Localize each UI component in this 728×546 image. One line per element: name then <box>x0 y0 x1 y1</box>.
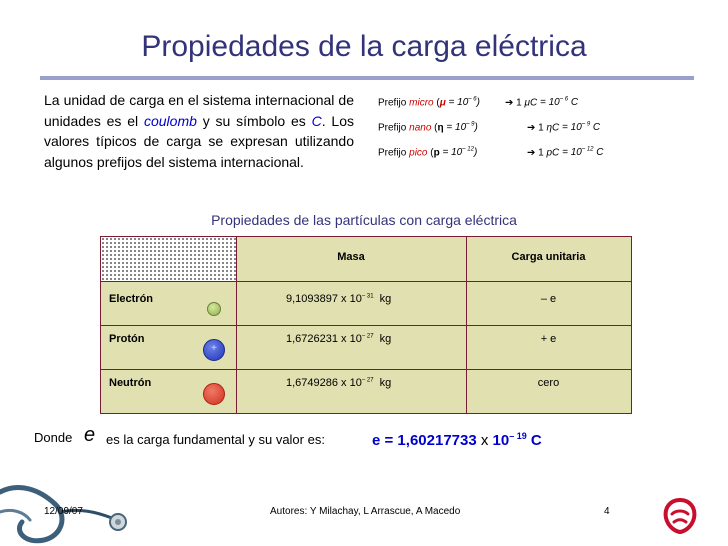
particle-charge: – e <box>540 293 557 305</box>
footer-date: 12/09/07 <box>44 506 83 517</box>
intro-text-2: y su símbolo es <box>196 112 312 129</box>
prefix-name: pico <box>409 147 428 159</box>
page-number: 4 <box>604 506 610 517</box>
footer-authors: Autores: Y Milachay, L Arrascue, A Macedo <box>270 506 461 517</box>
prefix-name: micro <box>409 97 434 109</box>
prefix-pico-result: ➔ 1 pC = $10^{- 12}$ C <box>527 147 604 159</box>
slide-title: Propiedades de la carga eléctrica <box>141 30 587 63</box>
table-row <box>101 281 631 326</box>
prefix-result-symbol: pC <box>546 147 560 159</box>
prefix-exp: – 6 <box>468 97 477 103</box>
prefix-result-exp: – 12 <box>581 147 594 153</box>
particle-name: Neutrón <box>109 377 152 389</box>
prefix-pico-line: Prefijo pico $(p = 10^{- 12})$ <box>378 147 478 159</box>
footnote-text: es la carga fundamental y su valor es: <box>106 432 325 447</box>
prefix-result-exp: – 9 <box>581 122 591 128</box>
prefix-label: Prefijo <box>378 97 407 109</box>
prefix-result-symbol: ηC <box>546 122 560 134</box>
stethoscope-icon <box>0 452 150 546</box>
prefix-exp: – 12 <box>462 147 474 153</box>
particle-mass: 9,1093897 x $10^{- 31}$ kg <box>286 293 392 305</box>
header-pattern-cell <box>101 237 236 281</box>
electron-icon <box>207 302 221 316</box>
fundamental-charge-value: e = 1,60217733 x $10^{- 19}$ C <box>372 431 542 449</box>
particle-charge: cero <box>537 377 560 389</box>
intro-paragraph <box>44 90 354 172</box>
unit-symbol: C <box>311 112 322 129</box>
prefix-symbol: p <box>433 147 440 159</box>
prefix-micro-result: ➔ 1 $\mu C = 10^{- 6}$ C <box>505 97 579 109</box>
header-mass: Masa <box>337 251 365 263</box>
particle-charge: + e <box>540 333 557 345</box>
title-rule <box>40 76 694 80</box>
table-row <box>101 325 631 370</box>
table-subtitle: Propiedades de las partículas con carga eléctrica <box>211 212 517 228</box>
intro-text-3: . Los valores típicos de carga se expresan utilizando algunos prefijos del sistema internacional. <box>44 112 354 170</box>
prefix-micro-line: Prefijo micro $(\mu = 10^{- 6})$ <box>378 97 480 109</box>
prefix-result-symbol: μC <box>524 97 538 109</box>
particle-name: Protón <box>109 333 145 345</box>
prefix-nano-result: ➔ 1 $\eta C = 10^{- 9}$ C <box>527 122 601 134</box>
unit-name: coulomb <box>143 112 197 129</box>
footnote-e-symbol: e <box>84 424 96 446</box>
prefix-exp: – 9 <box>466 122 475 128</box>
prefix-nano-line: Prefijo nano $(\eta = 10^{- 9})$ <box>378 122 478 134</box>
proton-icon: + <box>203 339 225 361</box>
particles-table <box>100 236 632 414</box>
particle-mass: 1,6749286 x $10^{- 27}$ kg <box>286 377 392 389</box>
prefix-result-exp: – 6 <box>559 97 569 103</box>
prefix-label: Prefijo <box>378 147 407 159</box>
header-charge: Carga unitaria <box>511 251 586 263</box>
particle-name: Electrón <box>109 293 154 305</box>
neutron-icon <box>203 383 225 405</box>
particle-mass: 1,6726231 x $10^{- 27}$ kg <box>286 333 392 345</box>
university-logo-icon <box>660 496 700 536</box>
prefix-symbol: μ <box>439 97 446 109</box>
table-row <box>101 369 631 414</box>
footnote-donde: Donde <box>34 430 73 445</box>
prefix-label: Prefijo <box>378 122 407 134</box>
prefix-name: nano <box>409 122 432 134</box>
intro-text-1: La unidad de carga en el sistema internacional de unidades es el <box>44 92 354 129</box>
prefix-symbol: η <box>437 122 444 134</box>
